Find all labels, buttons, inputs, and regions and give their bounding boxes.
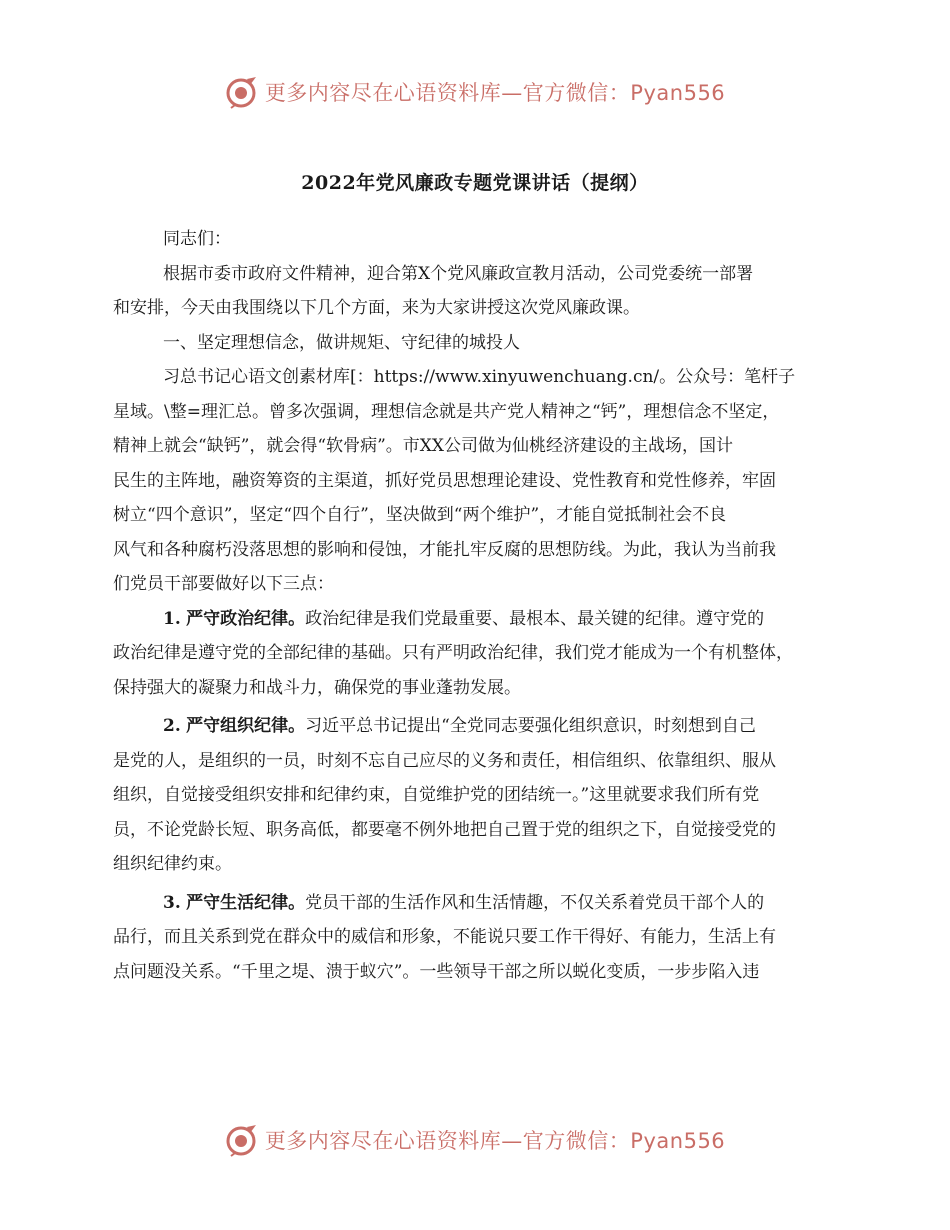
section-heading: 一、坚定理想信念，做讲规矩、守纪律的城投人	[163, 332, 520, 353]
point-heading: 严守生活纪律。	[186, 892, 306, 913]
point-number: 1.	[163, 608, 181, 629]
point-1-first-line	[113, 602, 840, 637]
banner-text: 更多内容尽在心语资料库—官方微信：Pyan556	[264, 1129, 726, 1153]
point-number: 2.	[163, 716, 181, 736]
quill-logo-icon	[225, 75, 259, 109]
paragraph-line: 是党的人，是组织的一员，时刻不忘自己应尽的义务和责任，相信组织、依靠组织、服从	[113, 750, 776, 771]
paragraph-line: 精神上就会“缺钙”，就会得“软骨病”。市XX公司做为仙桃经济建设的主战场，国计	[113, 436, 733, 456]
footer-banner	[0, 1120, 950, 1160]
paragraph-line: 组织，自觉接受组织安排和纪律约束，自觉维护党的团结统一。”这里就要求我们所有党	[113, 785, 760, 805]
salutation: 同志们：	[163, 229, 231, 249]
point-3-first-line	[113, 886, 840, 921]
paragraph-line: 星域。\整=理汇总。曾多次强调，理想信念就是共产党人精神之“钙”，理想信念不坚定，	[113, 401, 780, 422]
paragraph-line: 组织纪律约束。	[113, 854, 232, 874]
paragraph-line: 树立“四个意识”，坚定“四个自行”，坚决做到“两个维护”，才能自觉抵制社会不良	[113, 505, 727, 525]
paragraph-line: 品行，而且关系到党在群众中的威信和形象，不能说只要工作干得好、有能力，生活上有	[113, 927, 776, 947]
point-text: 党员干部的生活作风和生活情趣，不仅关系着党员干部个人的	[305, 892, 765, 913]
paragraph-line: 习总书记心语文创素材库[：https://www.xinyuwenchuang.cn/。公众号：笔杆子	[163, 367, 796, 387]
document-body	[113, 222, 840, 989]
point-text: 习近平总书记提出“全党同志要强化组织意识，时刻想到自己	[305, 716, 756, 736]
paragraph-line: 员，不论党龄长短、职务高低，都要毫不例外地把自己置于党的组织之下，自觉接受党的	[113, 819, 776, 840]
banner-text: 更多内容尽在心语资料库—官方微信：Pyan556	[264, 81, 726, 105]
point-number: 3.	[163, 892, 181, 913]
document-title: 2022年党风廉政专题党课讲话（提纲）	[301, 172, 649, 194]
paragraph-line: 民生的主阵地，融资筹资的主渠道，抓好党员思想理论建设、党性教育和党性修养，牢固	[113, 470, 776, 491]
paragraph-line: 政治纪律是遵守党的全部纪律的基础。只有严明政治纪律，我们党才能成为一个有机整体，	[113, 643, 793, 663]
paragraph-line: 风气和各种腐朽没落思想的影响和侵蚀，才能扎牢反腐的思想防线。为此，我认为当前我	[113, 539, 776, 560]
paragraph-line: 和安排，今天由我围绕以下几个方面，来为大家讲授这次党风廉政课。	[113, 298, 640, 318]
quill-logo-icon	[225, 1123, 259, 1157]
paragraph-line: 们党员干部要做好以下三点：	[113, 574, 334, 594]
point-text: 政治纪律是我们党最重要、最根本、最关键的纪律。遵守党的	[305, 608, 765, 629]
paragraph-line: 保持强大的凝聚力和战斗力，确保党的事业蓬勃发展。	[113, 677, 521, 698]
paragraph-line: 根据市委市政府文件精神，迎合第X个党风廉政宣教月活动，公司党委统一部署	[163, 263, 754, 284]
paragraph-line: 点问题没关系。“千里之堤、溃于蚁穴”。一些领导干部之所以蜕化变质，一步步陷入违	[113, 961, 760, 982]
point-heading: 严守政治纪律。	[186, 608, 306, 629]
header-banner	[0, 72, 950, 112]
point-heading: 严守组织纪律。	[186, 716, 306, 736]
point-2-first-line	[113, 709, 840, 744]
